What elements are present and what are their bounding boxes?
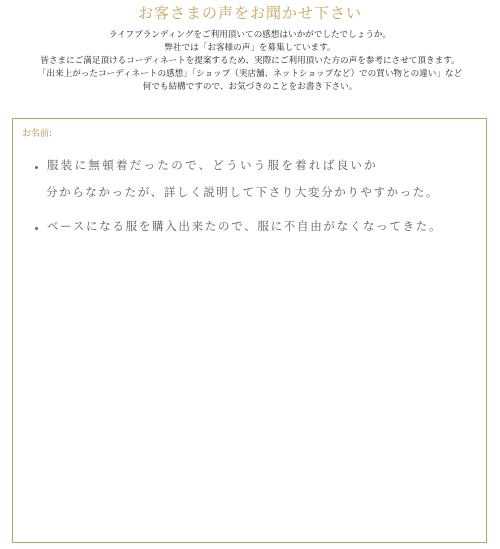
intro-line: 弊社では「お客様の声」を募集しています。 (164, 43, 336, 54)
intro-line: ライフブランディングをご利用頂いての感想はいかがでしたでしょうか。 (108, 30, 392, 40)
page-title: お客さまの声をお聞かせ下さい (137, 4, 362, 22)
comment-bullet (35, 227, 38, 230)
handwritten-comment-line: 服装に無頓着だったので、どういう服を着れば良いか (47, 158, 378, 172)
name-label: お名前: (22, 129, 53, 139)
intro-text (0, 29, 500, 94)
handwritten-comment-line: 分からなかったが、詳しく説明して下さり大変分かりやすかった。 (46, 185, 439, 199)
intro-line: 「出来上がったコーディネートの感想」「ショップ（実店舗、ネットショップなど）での買い物との違い」など (37, 69, 463, 80)
intro-line: 何でも結構ですので、お気づきのことをお書き下さい。 (142, 82, 358, 93)
intro-line: 皆さまにご満足頂けるコーディネートを提案するため、実際にご利用頂いた方の声を参考にさせて頂きます。 (40, 56, 460, 67)
comment-bullet (35, 166, 38, 169)
handwritten-comment-line: ベースになる服を購入出来たので、服に不自由がなくなってきた。 (47, 219, 443, 233)
feedback-form-box (12, 118, 487, 543)
